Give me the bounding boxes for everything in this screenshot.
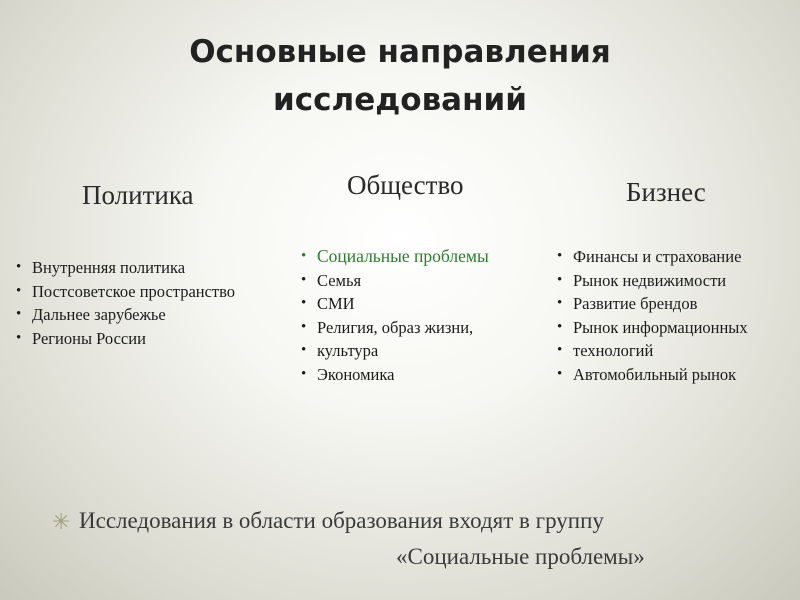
list-item: • СМИ bbox=[300, 292, 489, 316]
politics-heading: Политика bbox=[82, 180, 194, 210]
bullet-icon: • bbox=[301, 295, 307, 312]
list-item: • Внутренняя политика bbox=[15, 256, 235, 280]
slide-title bbox=[0, 28, 800, 124]
list-item: • Автомобильный рынок bbox=[556, 363, 748, 387]
slide-title-line1: Основные направления bbox=[189, 34, 611, 70]
bullet-icon: • bbox=[301, 318, 307, 335]
bullet-icon: • bbox=[301, 365, 307, 382]
bullet-icon: • bbox=[16, 282, 22, 299]
list-item-highlighted: • Социальные проблемы bbox=[300, 245, 489, 269]
bullet-icon: • bbox=[16, 306, 22, 323]
bullet-icon: • bbox=[557, 248, 563, 264]
bullet-icon: • bbox=[301, 342, 307, 359]
politics-list bbox=[15, 256, 235, 350]
bullet-icon: • bbox=[557, 342, 563, 359]
list-item: • Финансы и страхование bbox=[556, 245, 748, 269]
list-item: • Рынок информационных bbox=[556, 316, 748, 340]
slide-title-line2: исследований bbox=[273, 82, 527, 118]
list-item: • Рынок недвижимости bbox=[556, 269, 748, 293]
list-item: • Семья bbox=[300, 269, 489, 293]
business-heading: Бизнес bbox=[626, 177, 706, 207]
society-heading: Общество bbox=[347, 170, 464, 200]
bullet-icon: • bbox=[16, 329, 22, 346]
list-item: • Постсоветское пространство bbox=[15, 280, 235, 304]
bullet-icon: • bbox=[557, 318, 563, 335]
list-item: • культура bbox=[300, 339, 489, 363]
list-item: • Дальнее зарубежье bbox=[15, 303, 235, 327]
list-item: • Экономика bbox=[300, 363, 489, 387]
list-item: • Развитие брендов bbox=[556, 292, 748, 316]
asterisk-bullet-icon: ✳ bbox=[52, 510, 71, 535]
bullet-icon: • bbox=[557, 365, 563, 382]
note-line2: «Социальные проблемы» bbox=[396, 544, 645, 569]
bullet-icon: • bbox=[557, 271, 563, 288]
society-list bbox=[300, 245, 489, 387]
list-item: • Регионы России bbox=[15, 327, 235, 351]
list-item: • Религия, образ жизни, bbox=[300, 316, 489, 340]
list-item: • технологий bbox=[556, 339, 748, 363]
business-list bbox=[556, 245, 748, 387]
bullet-icon: • bbox=[16, 259, 22, 275]
bullet-icon: • bbox=[301, 271, 307, 288]
note-line1: Исследования в области образования входят в группу bbox=[79, 508, 604, 533]
bullet-icon: • bbox=[557, 295, 563, 312]
bullet-icon: • bbox=[301, 248, 307, 264]
